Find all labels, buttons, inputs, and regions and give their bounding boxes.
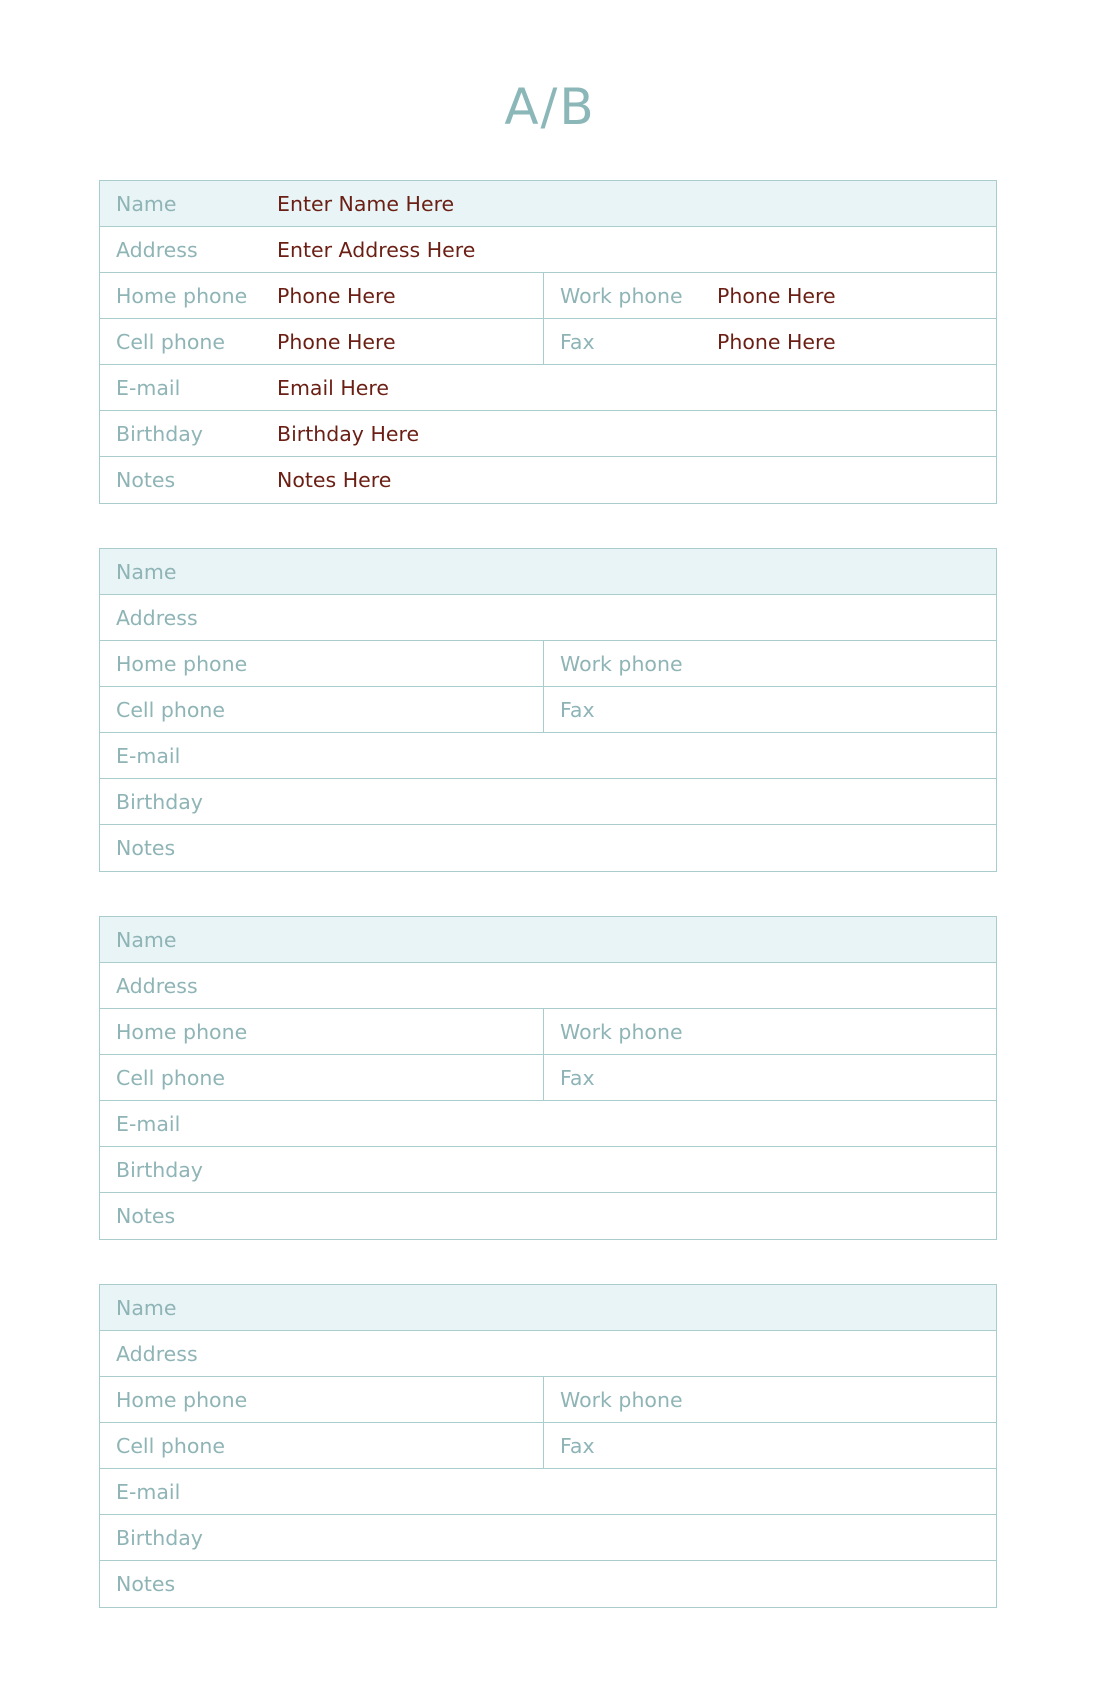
cell-phone-cell [100,687,544,732]
address-label: Address [116,605,198,630]
notes-label: Notes [116,1572,176,1596]
email-row [100,733,996,779]
work-phone-cell [544,641,996,686]
birthday-label: Birthday [116,789,203,814]
name-field[interactable]: Enter Name Here [277,191,455,216]
cell-fax-row [100,1423,996,1469]
fax-label: Fax [560,329,595,354]
work-phone-cell [544,273,996,318]
cell-phone-cell [100,1423,544,1468]
notes-row [100,1561,996,1607]
fax-label: Fax [560,697,595,722]
phone-row [100,273,996,319]
email-row [100,1469,996,1515]
work-phone-label: Work phone [560,1387,683,1412]
cell-phone-label: Cell phone [116,329,225,354]
cell-fax-row [100,319,996,365]
notes-label: Notes [116,468,176,492]
notes-field[interactable]: Notes Here [277,468,392,492]
name-row [100,181,996,227]
address-row [100,595,996,641]
email-label: E-mail [116,375,181,400]
page-title: A/B [504,78,596,136]
cell-phone-label: Cell phone [116,697,225,722]
address-label: Address [116,973,198,998]
birthday-label: Birthday [116,421,203,446]
notes-row [100,1193,996,1239]
name-label: Name [116,1295,177,1320]
fax-label: Fax [560,1433,595,1458]
fax-label: Fax [560,1065,595,1090]
name-label: Name [116,927,177,952]
home-phone-label: Home phone [116,1387,248,1412]
home-phone-label: Home phone [116,651,248,676]
name-label: Name [116,191,177,216]
work-phone-label: Work phone [560,1019,683,1044]
address-label: Address [116,1341,198,1366]
cell-phone-label: Cell phone [116,1065,225,1090]
email-row [100,365,996,411]
fax-cell [544,687,996,732]
address-row [100,963,996,1009]
email-row [100,1101,996,1147]
email-label: E-mail [116,1111,181,1136]
email-label: E-mail [116,1479,181,1504]
home-phone-cell [100,273,544,318]
email-field[interactable]: Email Here [277,375,390,400]
work-phone-label: Work phone [560,651,683,676]
contact-card [99,548,997,872]
fax-cell [544,1055,996,1100]
address-row [100,227,996,273]
cell-phone-cell [100,1055,544,1100]
fax-field[interactable]: Phone Here [717,329,836,354]
cell-phone-cell [100,319,544,364]
notes-row [100,825,996,871]
fax-cell [544,319,996,364]
work-phone-label: Work phone [560,283,683,308]
cell-fax-row [100,1055,996,1101]
address-label: Address [116,237,198,262]
cell-phone-label: Cell phone [116,1433,225,1458]
work-phone-cell [544,1009,996,1054]
home-phone-cell [100,641,544,686]
home-phone-cell [100,1377,544,1422]
home-phone-label: Home phone [116,1019,248,1044]
notes-row [100,457,996,503]
name-row [100,549,996,595]
home-phone-field[interactable]: Phone Here [277,283,396,308]
birthday-field[interactable]: Birthday Here [277,421,420,446]
birthday-row [100,411,996,457]
birthday-row [100,1147,996,1193]
name-row [100,917,996,963]
work-phone-cell [544,1377,996,1422]
notes-label: Notes [116,1204,176,1228]
contact-card [99,180,997,504]
contact-card [99,1284,997,1608]
birthday-row [100,1515,996,1561]
name-label: Name [116,559,177,584]
address-field[interactable]: Enter Address Here [277,237,476,262]
fax-cell [544,1423,996,1468]
address-row [100,1331,996,1377]
home-phone-cell [100,1009,544,1054]
cell-phone-field[interactable]: Phone Here [277,329,396,354]
notes-label: Notes [116,836,176,860]
phone-row [100,1377,996,1423]
home-phone-label: Home phone [116,283,248,308]
email-label: E-mail [116,743,181,768]
birthday-label: Birthday [116,1157,203,1182]
birthday-row [100,779,996,825]
name-row [100,1285,996,1331]
birthday-label: Birthday [116,1525,203,1550]
work-phone-field[interactable]: Phone Here [717,283,836,308]
phone-row [100,641,996,687]
phone-row [100,1009,996,1055]
contact-card [99,916,997,1240]
cell-fax-row [100,687,996,733]
